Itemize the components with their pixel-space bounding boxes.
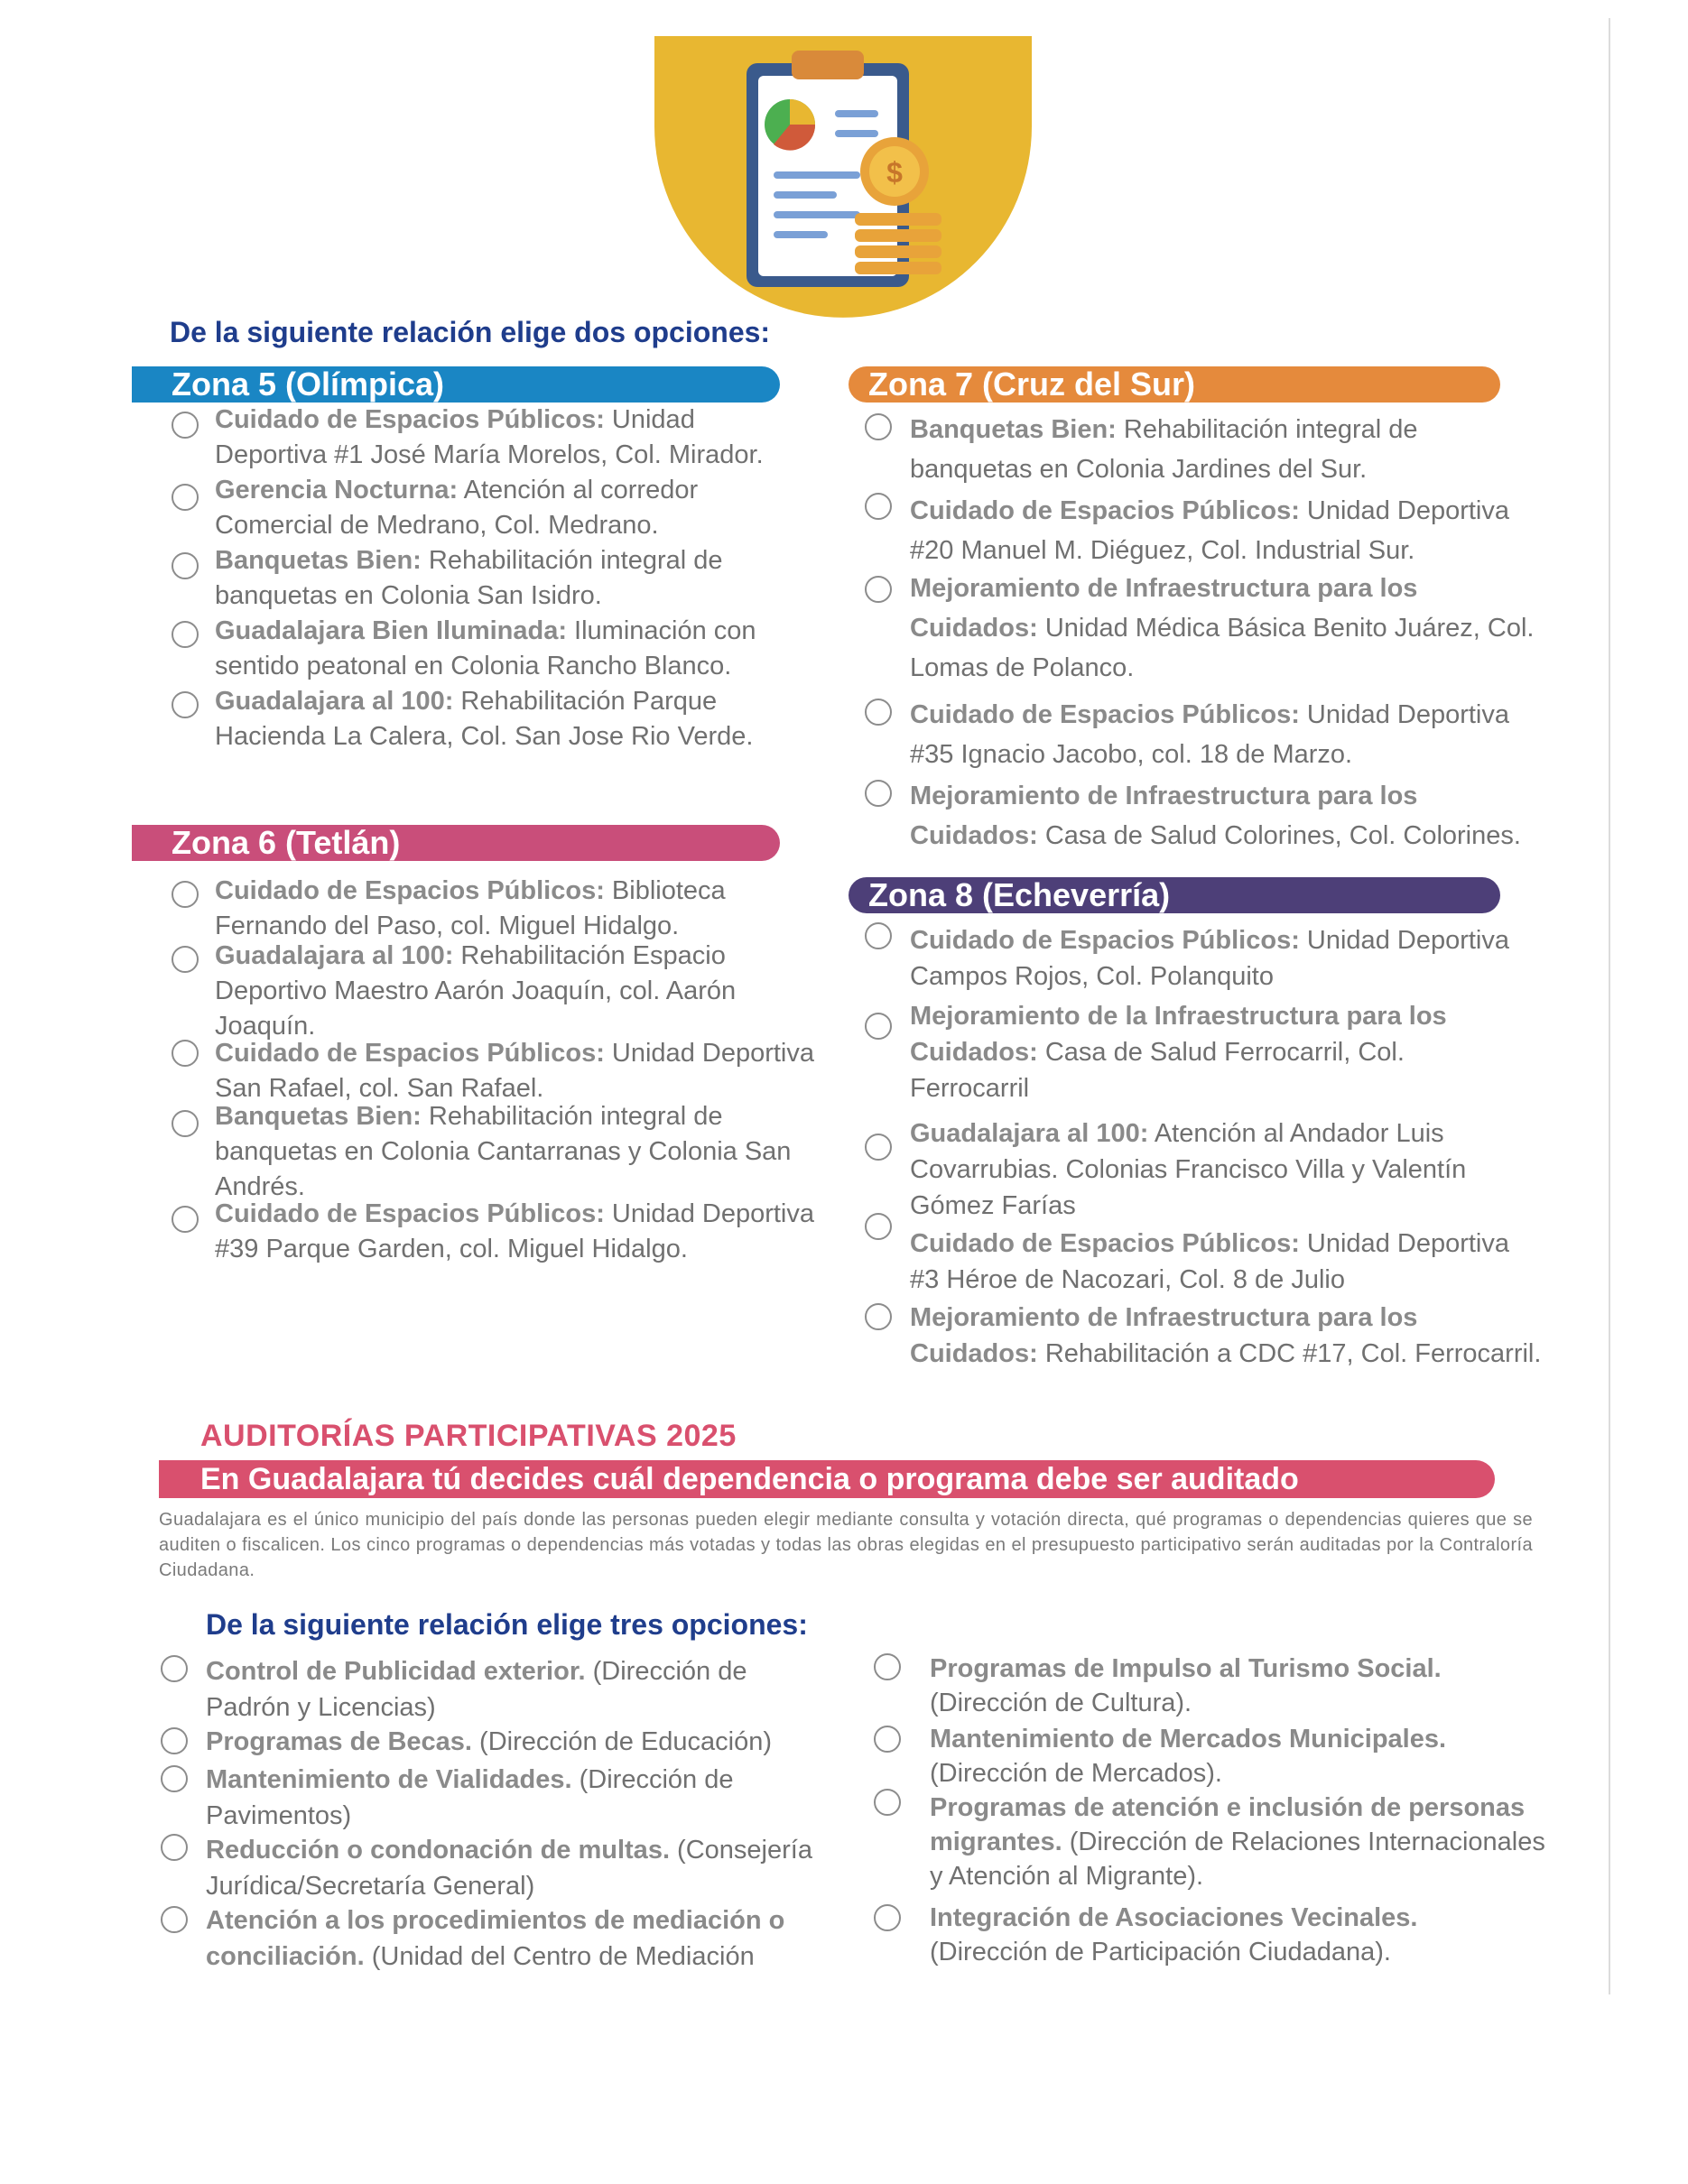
audit-left-option-desc: (Dirección de Educación) bbox=[471, 1727, 773, 1756]
audit-right-radio-1[interactable] bbox=[874, 1653, 901, 1680]
auditorias-banner: En Guadalajara tú decides cuál dependencia o programa debe ser auditado bbox=[159, 1460, 1495, 1498]
zona7-option-label: Cuidado de Espacios Públicos: bbox=[910, 496, 1300, 525]
audit-right-option-3 bbox=[930, 1791, 1580, 1893]
zona8-option-label: Guadalajara al 100: bbox=[910, 1119, 1149, 1148]
audit-left-option-desc: (Dirección de bbox=[571, 1765, 734, 1794]
audit-right-radio-2[interactable] bbox=[874, 1726, 901, 1753]
svg-text:$: $ bbox=[886, 156, 903, 189]
audit-left-option-2 bbox=[206, 1724, 874, 1760]
zona6-option-desc-line: San Rafael, col. San Rafael. bbox=[215, 1074, 544, 1103]
zona7-option-label: Cuidado de Espacios Públicos: bbox=[910, 700, 1300, 729]
zona7-option-desc: Casa de Salud Colorines, Col. Colorines. bbox=[1037, 821, 1521, 850]
zona5-option-desc-line: sentido peatonal en Colonia Rancho Blanco. bbox=[215, 652, 732, 680]
zona7-option-desc: Unidad Médica Básica Benito Juárez, Col. bbox=[1037, 614, 1535, 643]
audit-right-option-desc-line: (Dirección de Cultura). bbox=[930, 1689, 1192, 1717]
zona8-option-label: Cuidado de Espacios Públicos: bbox=[910, 1229, 1300, 1258]
zona7-option-3 bbox=[910, 569, 1596, 688]
zona7-radio-2[interactable] bbox=[865, 493, 892, 520]
zona5-option-desc: Unidad bbox=[604, 405, 695, 434]
zona6-option-label: Guadalajara al 100: bbox=[215, 941, 454, 970]
zona8-option-2 bbox=[910, 998, 1596, 1106]
audit-right-option-label-cont: migrantes. bbox=[930, 1828, 1062, 1856]
zona6-radio-2[interactable] bbox=[172, 946, 199, 973]
zona7-radio-5[interactable] bbox=[865, 780, 892, 807]
zona5-option-label: Guadalajara Bien Iluminada: bbox=[215, 616, 567, 645]
zona5-option-desc: Rehabilitación Parque bbox=[453, 687, 718, 716]
zona8-option-desc-line: Covarrubias. Colonias Francisco Villa y Valentín bbox=[910, 1155, 1467, 1184]
clipboard-budget-icon bbox=[654, 36, 1032, 318]
zona8-option-desc-line: Gómez Farías bbox=[910, 1191, 1076, 1220]
zona5-option-5 bbox=[215, 684, 829, 754]
zona8-option-desc-line: Campos Rojos, Col. Polanquito bbox=[910, 962, 1274, 991]
zona6-option-desc-line: #39 Parque Garden, col. Miguel Hidalgo. bbox=[215, 1235, 688, 1263]
zona8-option-desc: Casa de Salud Ferrocarril, Col. bbox=[1037, 1038, 1405, 1067]
zona7-option-label-cont: Cuidados: bbox=[910, 614, 1038, 643]
audit-right-option-label: Mantenimiento de Mercados Municipales. bbox=[930, 1725, 1447, 1754]
zona8-option-1 bbox=[910, 922, 1596, 995]
zona5-option-desc-line: Deportiva #1 José María Morelos, Col. Mirador. bbox=[215, 440, 764, 469]
audit-left-option-label: Mantenimiento de Vialidades. bbox=[206, 1765, 572, 1794]
zona7-option-desc-line: banquetas en Colonia Jardines del Sur. bbox=[910, 455, 1368, 484]
zona5-option-desc: Iluminación con bbox=[567, 616, 756, 645]
zona5-option-3 bbox=[215, 543, 829, 614]
zona6-header: Zona 6 (Tetlán) bbox=[132, 825, 780, 861]
zona7-option-desc: Unidad Deportiva bbox=[1299, 700, 1509, 729]
auditorias-title: AUDITORÍAS PARTICIPATIVAS 2025 bbox=[200, 1419, 737, 1453]
zona5-radio-3[interactable] bbox=[172, 552, 199, 579]
zona6-option-label: Banquetas Bien: bbox=[215, 1102, 422, 1131]
audit-left-option-label: Reducción o condonación de multas. bbox=[206, 1836, 670, 1865]
zona7-option-1 bbox=[910, 410, 1596, 489]
zona8-radio-4[interactable] bbox=[865, 1213, 892, 1240]
zona5-option-label: Cuidado de Espacios Públicos: bbox=[215, 405, 605, 434]
zona5-radio-4[interactable] bbox=[172, 621, 199, 648]
page-edge-line bbox=[1609, 18, 1610, 1994]
audit-right-option-4 bbox=[930, 1901, 1580, 1969]
zona5-option-desc-line: Comercial de Medrano, Col. Medrano. bbox=[215, 511, 659, 540]
audit-left-radio-3[interactable] bbox=[161, 1765, 188, 1792]
audit-left-option-5 bbox=[206, 1902, 874, 1975]
auditorias-description: Guadalajara es el único municipio del país donde las personas pueden elegir mediante consulta y votación directa, qué programas o dependencias quieres que se auditen o fiscalicen. Los cinco programas o dependencias más votadas y todas las obras elegidas en el presupuesto participativo serán auditadas por la Contraloría Ciudadana. bbox=[159, 1510, 1533, 1580]
zona7-option-2 bbox=[910, 491, 1596, 570]
zona6-option-desc-line: Joaquín. bbox=[215, 1012, 316, 1041]
zona8-option-label-cont: Cuidados: bbox=[910, 1038, 1038, 1067]
audit-right-option-1 bbox=[930, 1652, 1580, 1720]
zona6-option-label: Cuidado de Espacios Públicos: bbox=[215, 1039, 605, 1068]
audit-left-radio-4[interactable] bbox=[161, 1834, 188, 1861]
audit-left-option-desc: (Dirección de bbox=[585, 1657, 747, 1686]
audit-left-option-label: Programas de Becas. bbox=[206, 1727, 472, 1756]
zona6-option-4 bbox=[215, 1099, 829, 1205]
zona5-option-1 bbox=[215, 403, 829, 473]
zona5-option-desc-line: Hacienda La Calera, Col. San Jose Rio Verde. bbox=[215, 722, 754, 751]
zona5-option-label: Guadalajara al 100: bbox=[215, 687, 454, 716]
zona8-option-desc: Rehabilitación a CDC #17, Col. Ferrocarril. bbox=[1037, 1339, 1542, 1368]
zona6-option-label: Cuidado de Espacios Públicos: bbox=[215, 876, 605, 905]
zona8-radio-2[interactable] bbox=[865, 1013, 892, 1040]
zona7-option-label: Mejoramiento de Infraestructura para los bbox=[910, 782, 1418, 810]
zona7-option-desc: Unidad Deportiva bbox=[1299, 496, 1509, 525]
zona5-radio-1[interactable] bbox=[172, 412, 199, 439]
zona5-option-4 bbox=[215, 614, 829, 684]
audit-left-option-1 bbox=[206, 1653, 874, 1726]
zona8-option-label-cont: Cuidados: bbox=[910, 1339, 1038, 1368]
audit-left-option-label-cont: conciliación. bbox=[206, 1942, 365, 1971]
audit-right-option-label: Programas de Impulso al Turismo Social. bbox=[930, 1654, 1442, 1683]
zona5-option-2 bbox=[215, 473, 829, 543]
audit-right-option-desc-line: (Dirección de Participación Ciudadana). bbox=[930, 1938, 1391, 1967]
audit-left-option-3 bbox=[206, 1762, 874, 1834]
zona6-radio-1[interactable] bbox=[172, 881, 199, 908]
zona5-option-desc: Atención al corredor bbox=[458, 476, 699, 504]
zona8-option-desc-line: Ferrocarril bbox=[910, 1074, 1030, 1103]
zona7-option-desc: Rehabilitación integral de bbox=[1116, 415, 1418, 444]
audit-left-radio-2[interactable] bbox=[161, 1727, 188, 1754]
zona8-radio-5[interactable] bbox=[865, 1303, 892, 1330]
zona6-option-2 bbox=[215, 939, 829, 1044]
zona8-option-5 bbox=[910, 1300, 1596, 1372]
zona7-radio-4[interactable] bbox=[865, 699, 892, 726]
audit-right-option-label: Integración de Asociaciones Vecinales. bbox=[930, 1903, 1418, 1932]
zona6-option-desc-line: Andrés. bbox=[215, 1172, 305, 1201]
zona6-option-3 bbox=[215, 1036, 829, 1106]
zona8-option-label: Mejoramiento de la Infraestructura para los bbox=[910, 1002, 1447, 1031]
zona7-radio-3[interactable] bbox=[865, 576, 892, 603]
zona7-option-label: Mejoramiento de Infraestructura para los bbox=[910, 574, 1418, 603]
zona7-option-desc-line: Lomas de Polanco. bbox=[910, 653, 1135, 682]
audit-left-option-desc-line: Pavimentos) bbox=[206, 1801, 352, 1830]
audit-left-radio-5[interactable] bbox=[161, 1906, 188, 1933]
zona5-radio-5[interactable] bbox=[172, 691, 199, 718]
zona6-radio-3[interactable] bbox=[172, 1040, 199, 1067]
audit-left-option-label: Atención a los procedimientos de mediación o bbox=[206, 1906, 785, 1935]
auditorias-intro: De la siguiente relación elige tres opciones: bbox=[206, 1608, 808, 1641]
zona5-option-desc: Rehabilitación integral de bbox=[421, 546, 723, 575]
zona7-option-label-cont: Cuidados: bbox=[910, 821, 1038, 850]
audit-left-option-desc: (Unidad del Centro de Mediación bbox=[364, 1942, 755, 1971]
zona6-option-desc-line: Fernando del Paso, col. Miguel Hidalgo. bbox=[215, 912, 680, 940]
zona6-option-desc-line: Deportivo Maestro Aarón Joaquín, col. Aarón bbox=[215, 976, 737, 1005]
zona7-option-label: Banquetas Bien: bbox=[910, 415, 1117, 444]
zona6-option-5 bbox=[215, 1197, 829, 1267]
zona6-option-desc: Rehabilitación integral de bbox=[421, 1102, 723, 1131]
audit-left-option-desc: (Consejería bbox=[670, 1836, 812, 1865]
audit-right-option-desc-line: y Atención al Migrante). bbox=[930, 1862, 1204, 1891]
audit-right-radio-3[interactable] bbox=[874, 1789, 901, 1816]
zona8-option-label: Mejoramiento de Infraestructura para los bbox=[910, 1303, 1418, 1332]
zona7-option-5 bbox=[910, 776, 1596, 856]
zona6-option-desc: Biblioteca bbox=[604, 876, 726, 905]
zona6-option-desc: Unidad Deportiva bbox=[604, 1199, 814, 1228]
zona5-option-label: Gerencia Nocturna: bbox=[215, 476, 459, 504]
audit-right-option-label: Programas de atención e inclusión de personas bbox=[930, 1793, 1526, 1822]
zona8-option-desc: Atención al Andador Luis bbox=[1148, 1119, 1444, 1148]
zona6-radio-4[interactable] bbox=[172, 1110, 199, 1137]
zona8-radio-1[interactable] bbox=[865, 922, 892, 949]
zona5-header: Zona 5 (Olímpica) bbox=[132, 366, 780, 403]
zona6-option-desc: Unidad Deportiva bbox=[604, 1039, 814, 1068]
zona8-option-desc: Unidad Deportiva bbox=[1299, 1229, 1509, 1258]
audit-right-option-desc: (Dirección de Relaciones Internacionales bbox=[1062, 1828, 1545, 1856]
zona7-option-desc-line: #35 Ignacio Jacobo, col. 18 de Marzo. bbox=[910, 740, 1353, 769]
zona8-option-desc: Unidad Deportiva bbox=[1299, 926, 1509, 955]
zona8-option-label: Cuidado de Espacios Públicos: bbox=[910, 926, 1300, 955]
zona6-option-1 bbox=[215, 874, 829, 944]
zona6-option-label: Cuidado de Espacios Públicos: bbox=[215, 1199, 605, 1228]
audit-left-radio-1[interactable] bbox=[161, 1655, 188, 1682]
zona7-option-desc-line: #20 Manuel M. Diéguez, Col. Industrial Sur. bbox=[910, 536, 1415, 565]
zona5-option-label: Banquetas Bien: bbox=[215, 546, 422, 575]
zona8-option-desc-line: #3 Héroe de Nacozari, Col. 8 de Julio bbox=[910, 1265, 1345, 1294]
zona8-option-3 bbox=[910, 1115, 1596, 1224]
zona6-radio-5[interactable] bbox=[172, 1206, 199, 1233]
zona5-option-desc-line: banquetas en Colonia San Isidro. bbox=[215, 581, 602, 610]
zona7-radio-1[interactable] bbox=[865, 413, 892, 440]
zona7-header: Zona 7 (Cruz del Sur) bbox=[849, 366, 1500, 403]
audit-left-option-4 bbox=[206, 1832, 874, 1904]
audit-right-option-desc-line: (Dirección de Mercados). bbox=[930, 1759, 1222, 1788]
zones-intro: De la siguiente relación elige dos opciones: bbox=[170, 316, 771, 348]
zona7-option-4 bbox=[910, 695, 1596, 774]
zona6-option-desc-line: banquetas en Colonia Cantarranas y Colonia San bbox=[215, 1137, 792, 1166]
zona6-option-desc: Rehabilitación Espacio bbox=[453, 941, 726, 970]
audit-right-radio-4[interactable] bbox=[874, 1904, 901, 1931]
zona5-radio-2[interactable] bbox=[172, 484, 199, 511]
zona8-radio-3[interactable] bbox=[865, 1134, 892, 1161]
audit-right-option-2 bbox=[930, 1722, 1580, 1791]
audit-left-option-desc-line: Padrón y Licencias) bbox=[206, 1693, 436, 1722]
audit-left-option-desc-line: Jurídica/Secretaría General) bbox=[206, 1872, 535, 1901]
zona8-header: Zona 8 (Echeverría) bbox=[849, 877, 1500, 913]
zona8-option-4 bbox=[910, 1226, 1596, 1298]
audit-left-option-label: Control de Publicidad exterior. bbox=[206, 1657, 586, 1686]
